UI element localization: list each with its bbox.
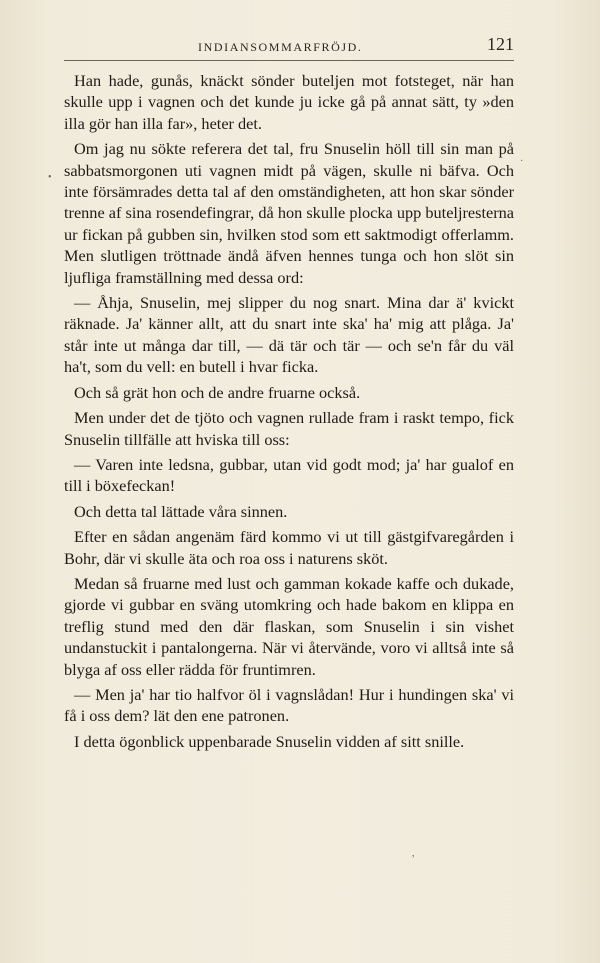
body-text [64, 70, 514, 752]
paragraph: Men under det de tjöto och vagnen rullade fram i raskt tempo, fick Snuselin tillfälle att hviska till oss: [64, 408, 514, 449]
page-header [64, 34, 514, 61]
paragraph: — Varen inte ledsna, gubbar, utan vid godt mod; ja' har gualof en till i böxefeckan! [64, 454, 514, 496]
paragraph: — Men ja' har tio halfvor öl i vagnslådan! Hur i hundingen ska' vi få i oss dem? lät den ene patronen. [64, 684, 514, 726]
paragraph: Efter en sådan angenäm färd kommo vi ut till gästgifvaregården i Bohr, där vi skulle äta och roa oss i naturens sköt. [64, 527, 514, 568]
paragraph: Han hade, gunås, knäckt sönder buteljen mot fotsteget, när han skulle upp i vagnen och det kunde ju icke gå på annat sätt, ty »den illa gör han illa far», heter det. [64, 71, 514, 133]
page-number: 121 [487, 34, 514, 54]
paragraph: Om jag nu sökte referera det tal, fru Snuselin höll till sin man på sabbatsmorgonen uti vagnen midt på vägen, skulle ni bäfva. Och inte försämrades detta tal af den omständigheten, att hon skar sönder trenne af sina rosendefingrar, då hon skulle plocka upp buteljresterna ur fickan på gubben sin, hvilken stod som ett saktmodigt offerlamm. Men slutligen tröttnade ändå äfven hennes tunga och hon slöt sin ljufliga framställning med dessa ord: [64, 139, 514, 287]
paragraph: — Åhja, Snuselin, mej slipper du nog snart. Mina dar ä' kvickt räknade. Ja' känner allt, att du snart inte ska' ha' mig att plåga. Ja' står inte ut många dar till, — dä tär och tär — och se'n får du väl ha't, som du vell: en butell i hvar ficka. [64, 293, 514, 377]
paragraph: Och detta tal lättade våra sinnen. [74, 501, 288, 521]
running-title: INDIANSOMMARFRÖJD. [198, 40, 363, 54]
margin-speck: • [48, 172, 52, 183]
paragraph: Medan så fruarne med lust och gamman kokade kaffe och dukade, gjorde vi gubbar en sväng utomkring och hade bakom en klippa en treflig stund med den där flaskan, som Snuselin i sin vishet undanstuckit i pantalongerna. När vi återvände, voro vi alltså inte så blyga af oss eller rädda för fruntimren. [64, 573, 514, 679]
margin-speck: · [520, 156, 524, 167]
paragraph: Och så grät hon och de andre fruarne också. [74, 382, 361, 402]
margin-speck: , [412, 848, 415, 859]
paragraph: I detta ögonblick uppenbarade Snuselin vidden af sitt snille. [74, 731, 465, 751]
